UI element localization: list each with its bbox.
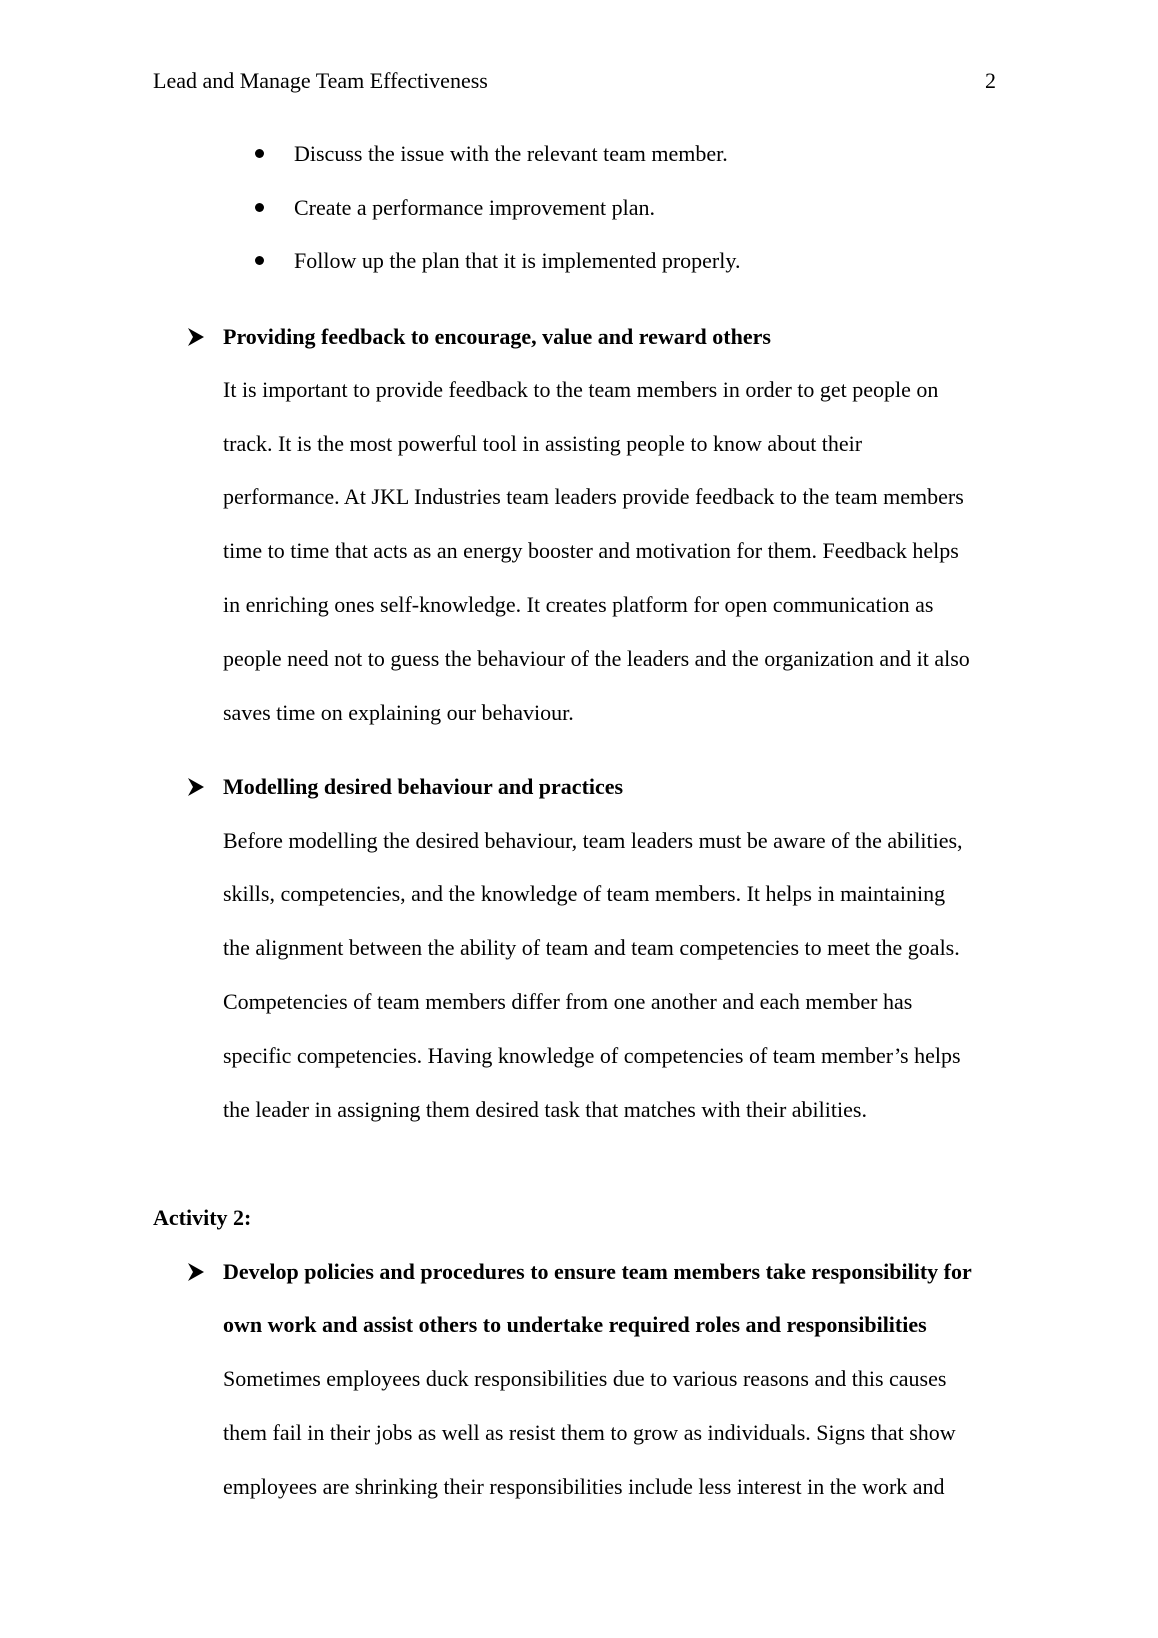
arrow-bullet-icon — [188, 1263, 204, 1281]
page-number: 2 — [985, 68, 996, 93]
section-heading: Modelling desired behaviour and practices — [223, 774, 624, 799]
paragraph-line: Before modelling the desired behaviour, team leaders must be aware of the abilities, — [223, 828, 963, 853]
arrow-bullet-icon — [188, 328, 204, 346]
bullet-dot-icon — [255, 256, 264, 265]
page-header-title: Lead and Manage Team Effectiveness — [153, 68, 488, 93]
paragraph-line: in enriching ones self-knowledge. It creates platform for open communication as — [223, 592, 934, 617]
activity-heading-line: Develop policies and procedures to ensure team members take responsibility for — [223, 1259, 972, 1284]
paragraph-line: time to time that acts as an energy booster and motivation for them. Feedback helps — [223, 538, 959, 563]
section-heading: Providing feedback to encourage, value and reward others — [223, 324, 771, 349]
paragraph-line: skills, competencies, and the knowledge of team members. It helps in maintaining — [223, 881, 946, 906]
paragraph-line: specific competencies. Having knowledge of competencies of team member’s helps — [223, 1043, 961, 1068]
paragraph-line: Sometimes employees duck responsibilities due to various reasons and this causes — [223, 1366, 947, 1391]
paragraph-line: performance. At JKL Industries team leaders provide feedback to the team members — [223, 484, 964, 509]
paragraph-line: It is important to provide feedback to the team members in order to get people on — [223, 377, 939, 402]
paragraph-line: employees are shrinking their responsibilities include less interest in the work and — [223, 1474, 945, 1499]
list-item: Create a performance improvement plan. — [294, 195, 656, 220]
list-item: Follow up the plan that it is implemented properly. — [294, 248, 741, 273]
paragraph-line: track. It is the most powerful tool in assisting people to know about their — [223, 431, 863, 456]
paragraph-line: the leader in assigning them desired task that matches with their abilities. — [223, 1097, 867, 1122]
bullet-dot-icon — [255, 203, 264, 212]
paragraph-line: them fail in their jobs as well as resist them to grow as individuals. Signs that show — [223, 1420, 956, 1445]
list-item: Discuss the issue with the relevant team member. — [294, 141, 728, 166]
paragraph-line: Competencies of team members differ from one another and each member has — [223, 989, 913, 1014]
activity-heading-line: own work and assist others to undertake required roles and responsibilities — [223, 1312, 927, 1337]
paragraph-line: people need not to guess the behaviour of the leaders and the organization and it also — [223, 646, 970, 671]
activity-title: Activity 2: — [153, 1205, 252, 1230]
bullet-dot-icon — [255, 149, 264, 158]
arrow-bullet-icon — [188, 778, 204, 796]
paragraph-line: saves time on explaining our behaviour. — [223, 700, 574, 725]
paragraph-line: the alignment between the ability of team and team competencies to meet the goals. — [223, 935, 960, 960]
